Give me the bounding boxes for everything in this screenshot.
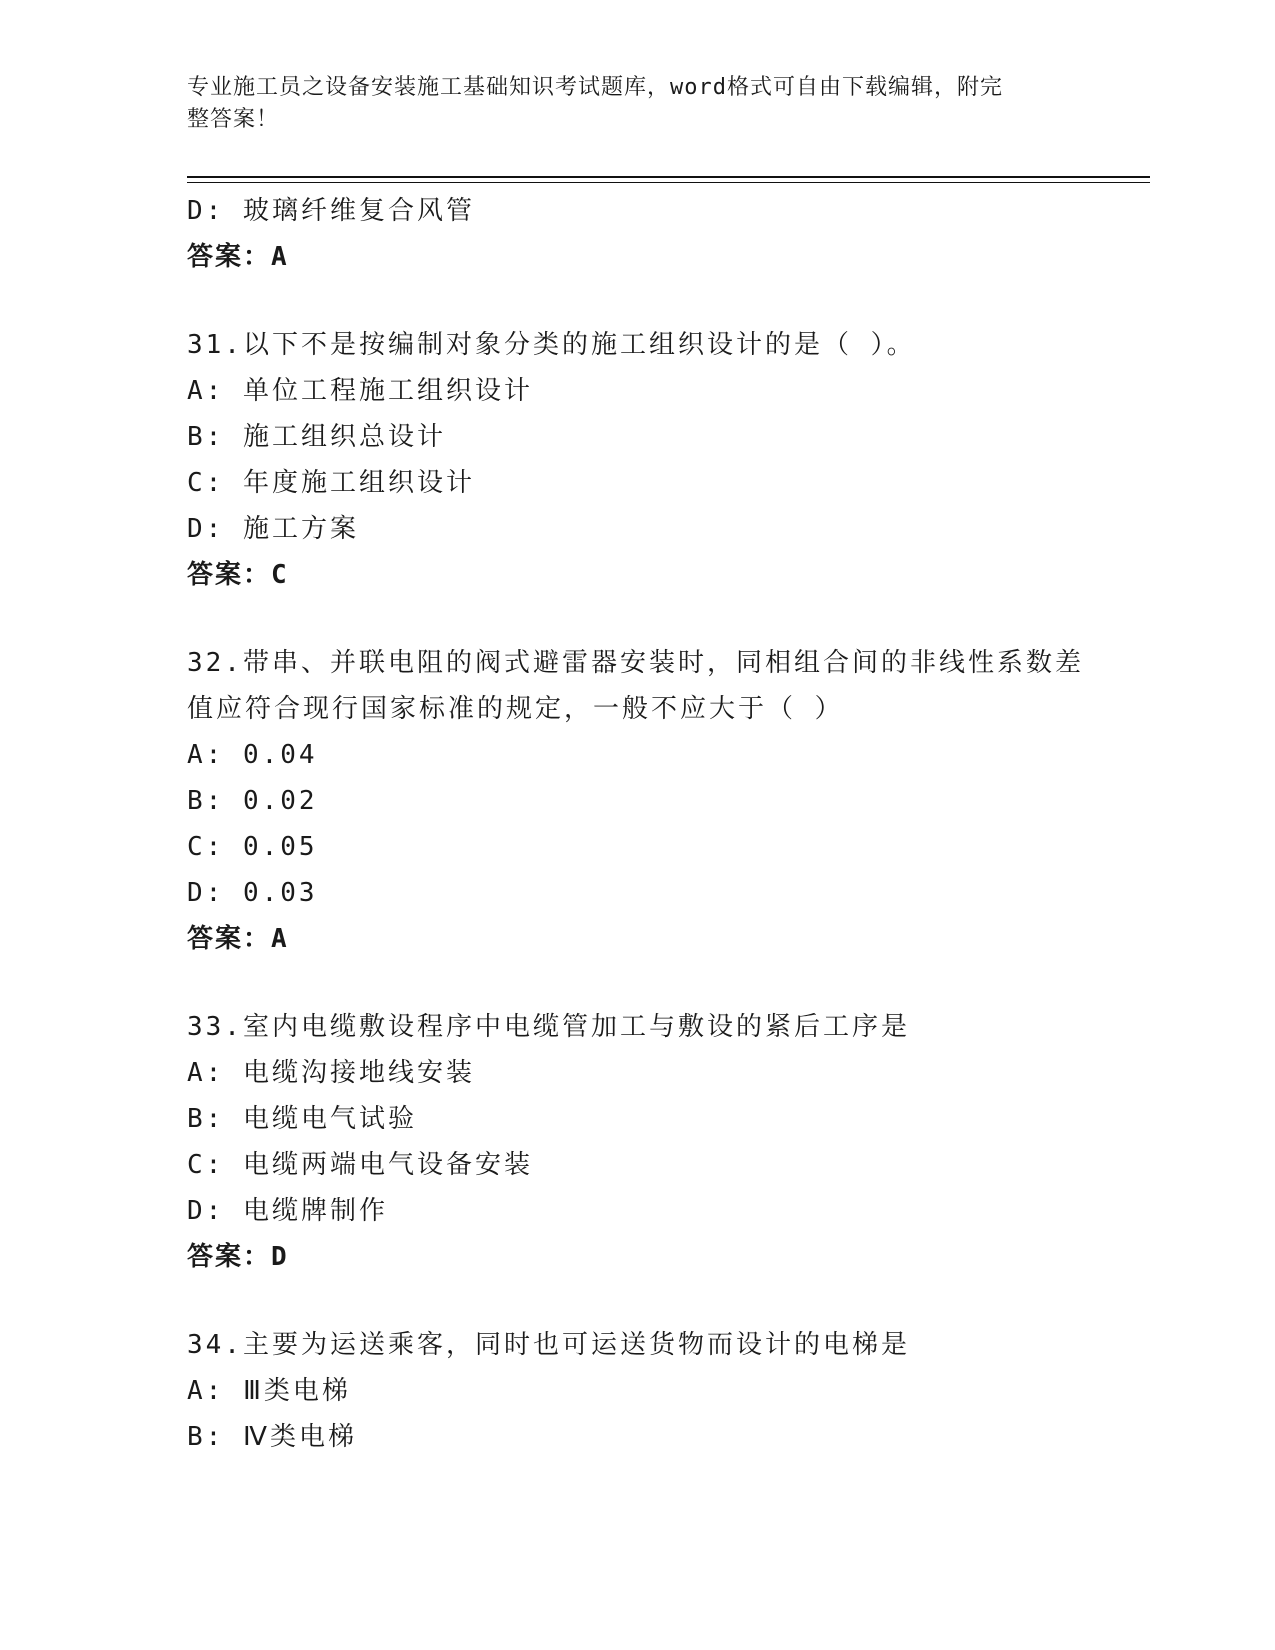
question-stem: 34.主要为运送乘客，同时也可运送货物而设计的电梯是 [187, 1330, 910, 1360]
header-divider-thick [187, 176, 1150, 178]
answer-line: 答案：A [187, 242, 289, 272]
answer-line: 答案：A [187, 924, 289, 954]
question-31 [187, 322, 1087, 598]
option-c: C: 年度施工组织设计 [187, 468, 475, 498]
answer-line: 答案：C [187, 560, 289, 590]
option-c: C: 0.05 [187, 832, 318, 862]
option-d: D: 0.03 [187, 878, 318, 908]
option-d: D: 电缆牌制作 [187, 1196, 388, 1226]
option-d: D: 施工方案 [187, 514, 359, 544]
question-stem-line-2: 值应符合现行国家标准的规定，一般不应大于（ ） [187, 694, 844, 724]
question-stem-line-1: 32.带串、并联电阻的阀式避雷器安装时，同相组合间的非线性系数差 [187, 648, 1084, 678]
option-a: A: 电缆沟接地线安装 [187, 1058, 475, 1088]
document-header [187, 72, 1067, 136]
option-b: B: 施工组织总设计 [187, 422, 446, 452]
question-list [187, 188, 1087, 1460]
option-a: A: Ⅲ类电梯 [187, 1376, 351, 1406]
option-b: B: 电缆电气试验 [187, 1104, 417, 1134]
option-c: C: 电缆两端电气设备安装 [187, 1150, 533, 1180]
question-32 [187, 640, 1087, 962]
option-a: A: 单位工程施工组织设计 [187, 376, 533, 406]
option-b: B: Ⅳ类电梯 [187, 1422, 357, 1452]
answer-line: 答案：D [187, 1242, 289, 1272]
header-title-line-2: 整答案！ [187, 107, 280, 132]
question-34 [187, 1322, 1087, 1460]
option-a: A: 0.04 [187, 740, 318, 770]
header-divider-thin [187, 182, 1150, 183]
option-b: B: 0.02 [187, 786, 318, 816]
header-title-line-1: 专业施工员之设备安装施工基础知识考试题库，word格式可自由下载编辑，附完 [187, 75, 1003, 100]
option-d: D: 玻璃纤维复合风管 [187, 196, 475, 226]
question-stem: 33.室内电缆敷设程序中电缆管加工与敷设的紧后工序是 [187, 1012, 910, 1042]
question-33 [187, 1004, 1087, 1280]
question-stem: 31.以下不是按编制对象分类的施工组织设计的是（ ）。 [187, 330, 916, 360]
